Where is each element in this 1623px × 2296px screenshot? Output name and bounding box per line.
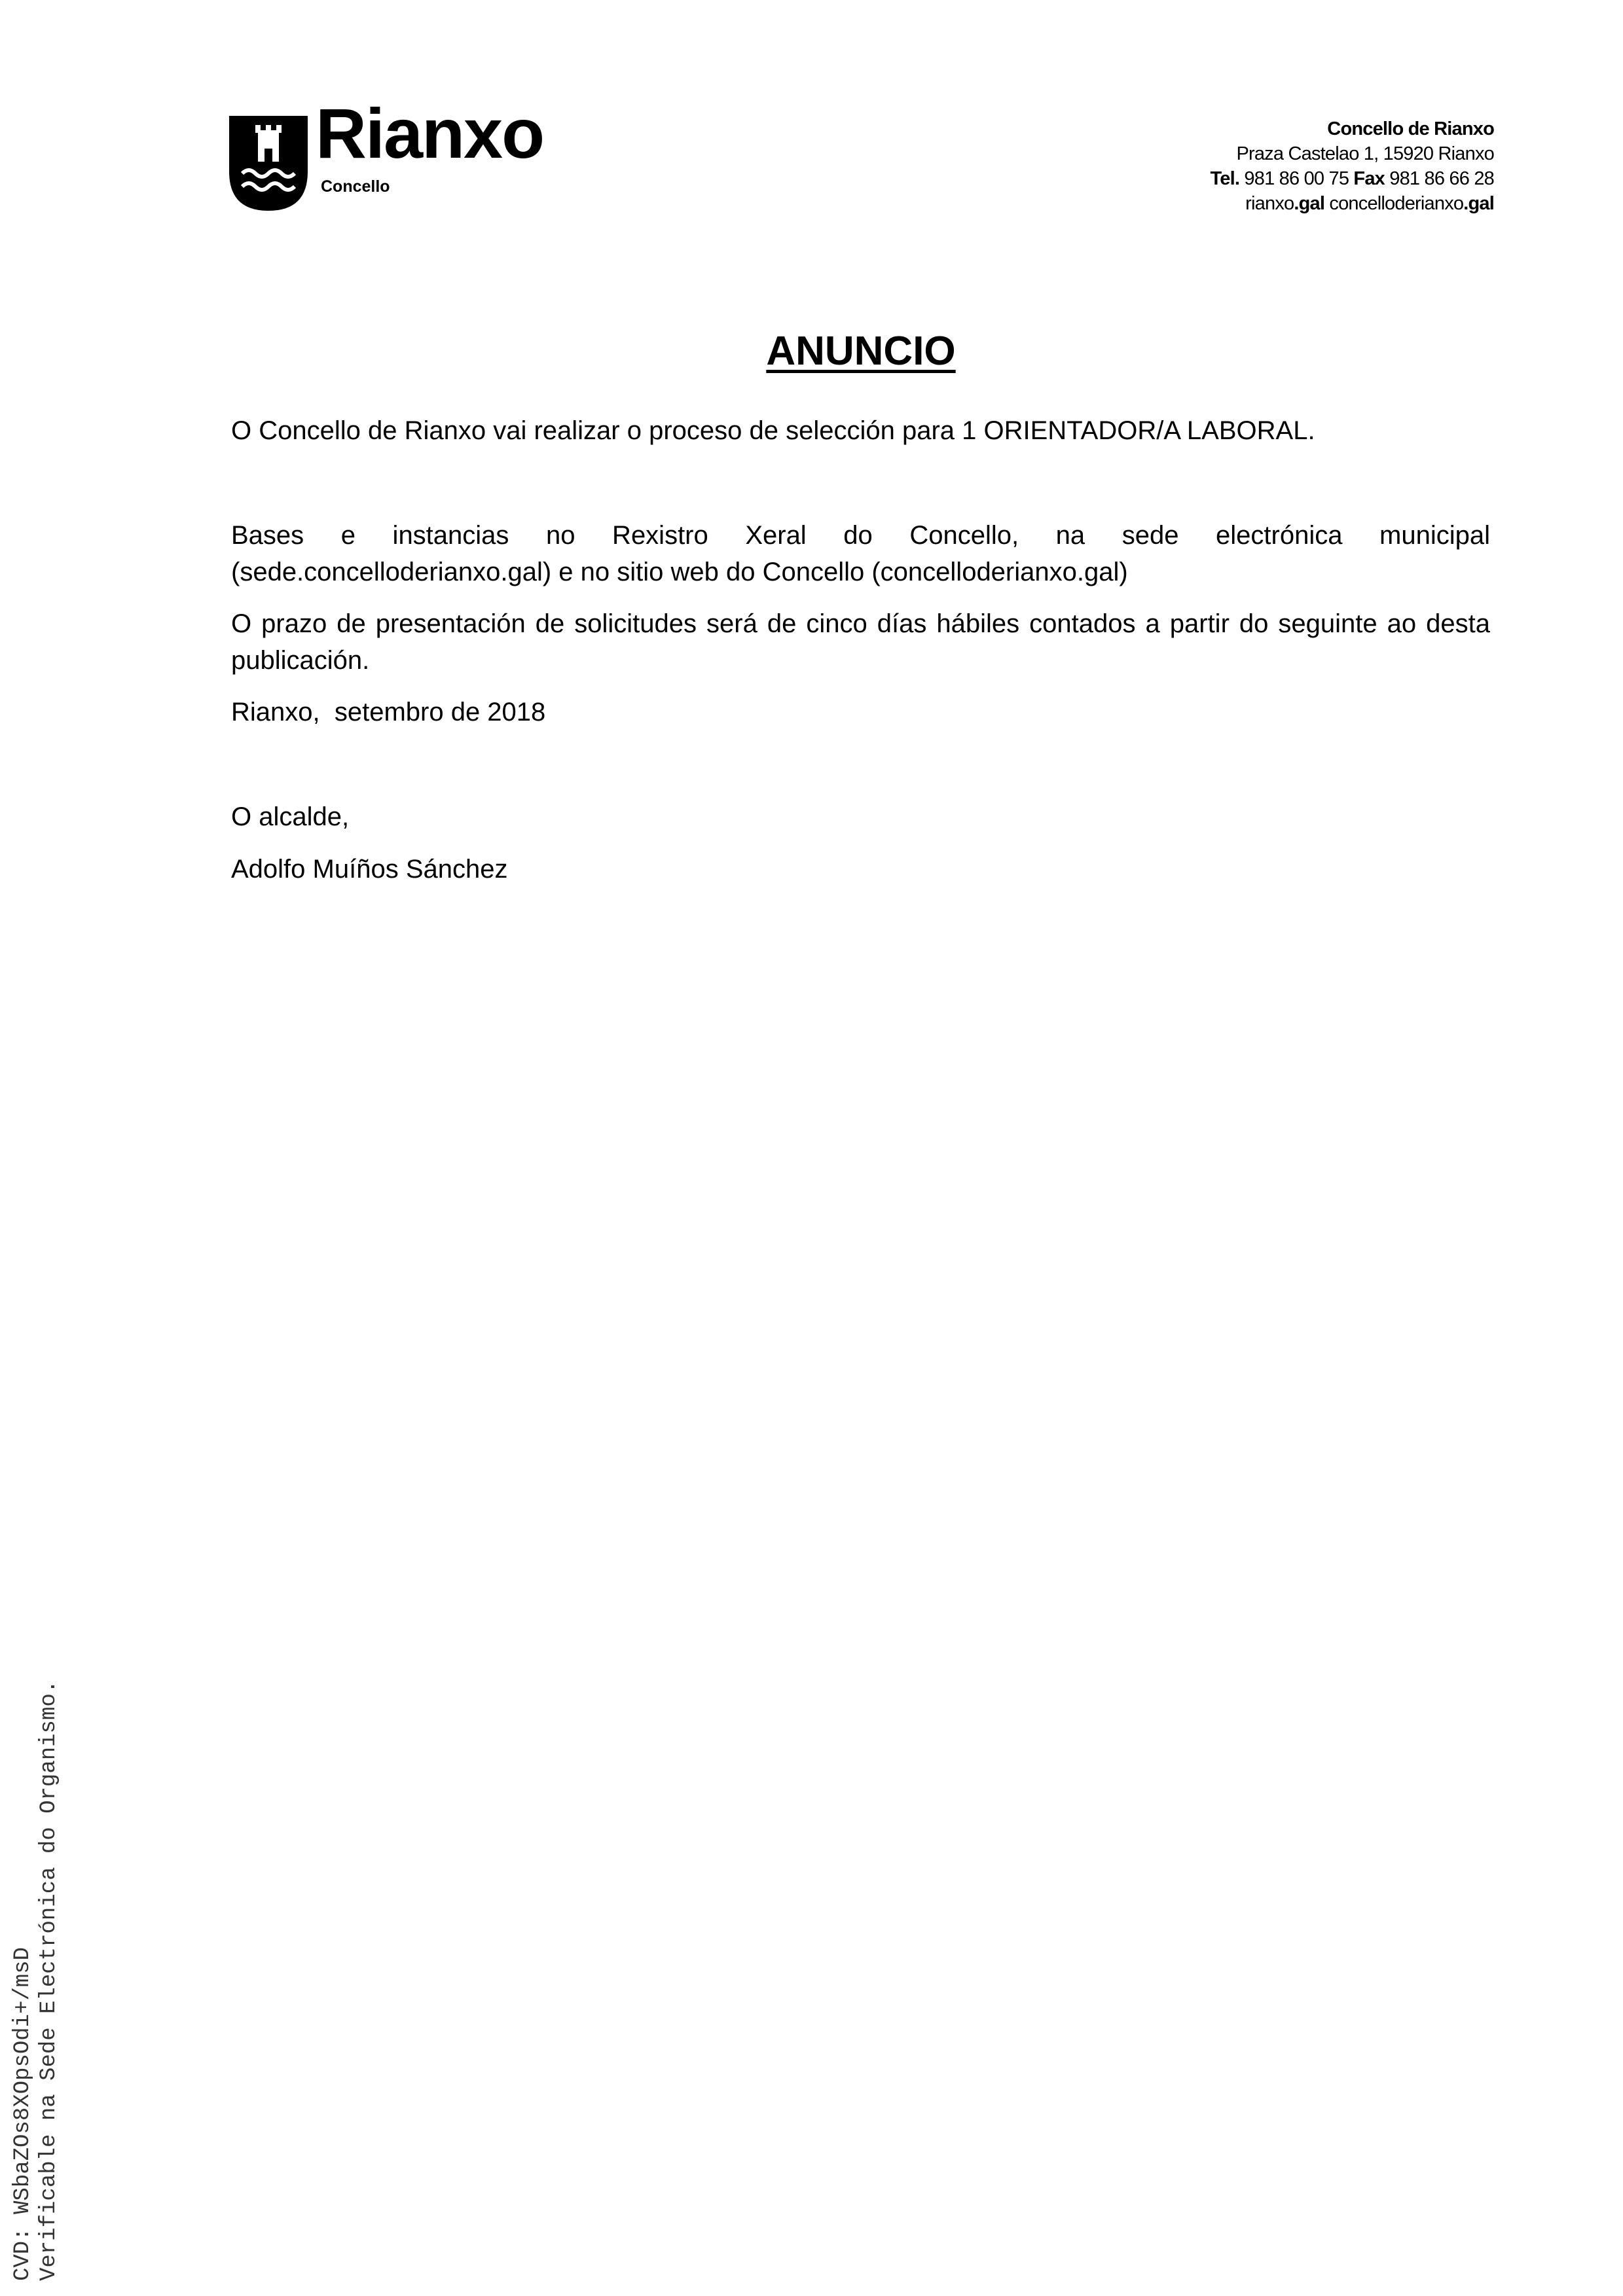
verification-margin (0, 0, 92, 2296)
signer-name-text: Adolfo Muíños Sánchez (231, 855, 508, 884)
place-date (231, 694, 1490, 730)
paragraph-1: O Concello de Rianxo vai realizar o proceso de selección para 1 ORIENTADOR/A LABORAL. (231, 416, 1315, 445)
signer-role (231, 798, 1490, 835)
web2-suffix: .gal (1463, 193, 1494, 214)
concello-logo (229, 94, 570, 211)
paragraph-3: O prazo de presentación de solicitudes será de cinco días hábiles contados a partir do seguinte ao desta publicación. (231, 609, 1490, 675)
signer-role-text: O alcalde, (231, 802, 350, 831)
web1-suffix: .gal (1294, 193, 1325, 214)
fax-number: 981 86 66 28 (1389, 168, 1494, 189)
contact-web (1211, 191, 1494, 216)
verification-text (10, 1680, 62, 2281)
fax-label: Fax (1353, 168, 1385, 189)
web2-prefix: concelloderianxo (1329, 193, 1464, 214)
paragraph-announcement (231, 412, 1490, 449)
contact-phones (1211, 166, 1494, 191)
shield-emblem-icon (229, 116, 308, 211)
document-title: ANUNCIO (766, 329, 956, 374)
logo-wordmark: Rianxo (316, 94, 544, 173)
tel-number: 981 86 00 75 (1244, 168, 1349, 189)
tel-label: Tel. (1210, 168, 1240, 189)
paragraph-deadline (231, 605, 1490, 679)
contact-block (1211, 117, 1494, 216)
logo-subtitle: Concello (321, 177, 390, 196)
web1-prefix: rianxo (1245, 193, 1294, 214)
signer-name (231, 851, 1490, 888)
paragraph-2: Bases e instancias no Rexistro Xeral do Concello, na sede electrónica municipal (sede.concelloderianxo.gal) e no sitio web do Concello (concelloderianxo.gal) (231, 521, 1490, 586)
paragraph-bases (231, 517, 1490, 590)
verification-note: Verificable na Sede Electrónica do Organismo. (37, 1679, 62, 2281)
verification-code: CVD: WSbaZOs8XOpsOdi+/msD (10, 1946, 35, 2281)
contact-org: Concello de Rianxo (1327, 118, 1494, 139)
place-date-text: Rianxo, setembro de 2018 (231, 698, 546, 726)
contact-address: Praza Castelao 1, 15920 Rianxo (1236, 143, 1494, 164)
